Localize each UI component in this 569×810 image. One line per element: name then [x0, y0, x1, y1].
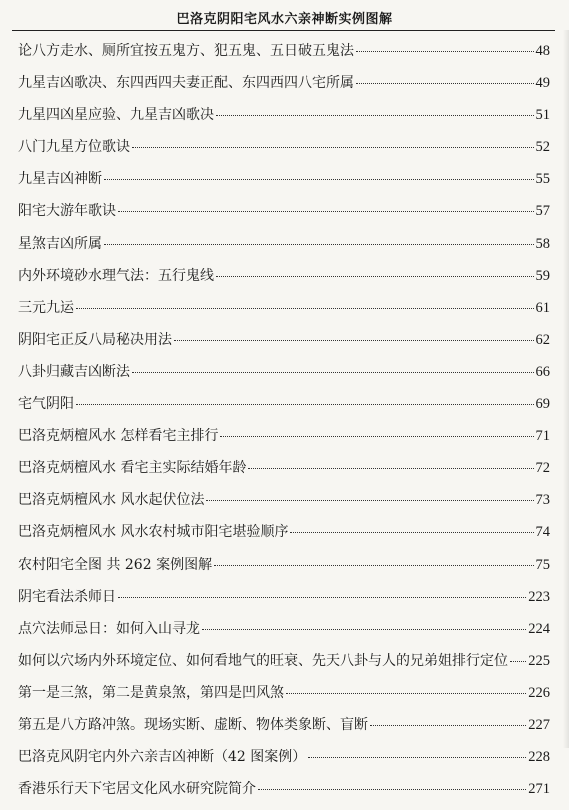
toc-entry: [18, 714, 550, 746]
toc-entry: [18, 457, 550, 489]
toc-entry-page-number: 55: [535, 171, 550, 188]
toc-entry: [18, 682, 550, 714]
dot-leader: [258, 789, 526, 790]
toc-entry-title: 星煞吉凶所属: [18, 235, 102, 252]
toc-entry-title: 巴洛克风阴宅内外六亲吉凶神断（42 图案例）: [18, 749, 307, 766]
toc-entry-title: 香港乐行天下宅居文化风水研究院简介: [18, 781, 256, 798]
toc-entry: [18, 618, 550, 650]
dot-leader: [202, 629, 526, 630]
toc-entry: [18, 746, 550, 778]
toc-entry: [18, 425, 550, 457]
toc-entry-page-number: 49: [535, 75, 550, 92]
toc-entry-page-number: 66: [535, 363, 550, 380]
toc-entry: [18, 136, 550, 168]
dot-leader: [132, 147, 534, 148]
toc-entry-title: 阴宅看法杀师日: [18, 588, 116, 605]
toc-entry-page-number: 228: [528, 749, 550, 766]
header-divider: [12, 30, 555, 31]
page-header: 巴洛克阴阳宅风水六亲神断实例图解: [176, 12, 393, 27]
dot-leader: [76, 308, 534, 309]
toc-entry-title: 第五是八方路冲煞。现场实断、虚断、物体类象断、盲断: [18, 716, 368, 733]
toc-entry: [18, 521, 550, 553]
dot-leader: [104, 244, 534, 245]
dot-leader: [214, 565, 533, 566]
toc-entry-title: 宅气阴阳: [18, 396, 74, 413]
toc-entry: [18, 72, 550, 104]
toc-entry-page-number: 62: [535, 331, 550, 348]
toc-entry: [18, 586, 550, 618]
toc-entry-page-number: 58: [535, 235, 550, 252]
toc-entry: [18, 40, 550, 72]
toc-entry-title: 九星四凶星应验、九星吉凶歌决: [18, 107, 214, 124]
toc-entry: [18, 393, 550, 425]
toc-entry: [18, 778, 550, 810]
toc-entry-title: 农村阳宅全图 共 262 案例图解: [18, 556, 213, 573]
dot-leader: [104, 179, 534, 180]
toc-entry-page-number: 223: [528, 588, 550, 605]
dot-leader: [370, 725, 526, 726]
toc-entry-page-number: 74: [535, 524, 550, 541]
toc-entry: [18, 233, 550, 265]
toc-entry-page-number: 224: [528, 620, 550, 637]
toc-entry-page-number: 71: [535, 428, 550, 445]
toc-entry-page-number: 75: [535, 556, 550, 573]
dot-leader: [174, 340, 534, 341]
toc-entry-page-number: 59: [535, 267, 550, 284]
dot-leader: [132, 372, 534, 373]
toc-entry-page-number: 48: [535, 43, 550, 59]
toc-entry-title: 巴洛克炳檀风水 风水起伏位法: [18, 492, 205, 509]
toc-entry-title: 巴洛克炳檀风水 看宅主实际结婚年龄: [18, 460, 247, 477]
toc-entry-title: 阴阳宅正反八局秘决用法: [18, 331, 172, 348]
toc-entry-title: 九星吉凶神断: [18, 171, 102, 188]
toc-entry-title: 八门九星方位歌诀: [18, 139, 130, 156]
page-edge-shadow: [563, 30, 569, 748]
toc-entry-title: 点穴法师忌日：如何入山寻龙: [18, 620, 200, 637]
toc-entry: [18, 200, 550, 232]
toc-entry-page-number: 57: [535, 203, 550, 220]
toc-entry-page-number: 69: [535, 396, 550, 413]
toc-entry-page-number: 61: [535, 299, 550, 316]
dot-leader: [356, 51, 534, 52]
toc-entry-page-number: 271: [528, 781, 550, 798]
dot-leader: [290, 532, 533, 533]
toc-entry-title: 论八方走水、厕所宜按五鬼方、犯五鬼、五日破五鬼法: [18, 43, 354, 59]
toc-entry: [18, 329, 550, 361]
toc-entry-page-number: 225: [528, 652, 550, 669]
toc-entry-title: 巴洛克炳檀风水 风水农村城市阳宅堪验顺序: [18, 524, 289, 541]
dot-leader: [118, 597, 526, 598]
dot-leader: [248, 468, 533, 469]
dot-leader: [286, 693, 526, 694]
toc-entry-title: 三元九运: [18, 299, 74, 316]
toc-entry-title: 阳宅大游年歌诀: [18, 203, 116, 220]
dot-leader: [510, 661, 526, 662]
toc-entry-page-number: 227: [528, 716, 550, 733]
dot-leader: [216, 115, 534, 116]
toc-entry-page-number: 52: [535, 139, 550, 156]
toc-entry: [18, 361, 550, 393]
toc-entry: [18, 265, 550, 297]
dot-leader: [220, 436, 533, 437]
dot-leader: [206, 500, 533, 501]
dot-leader: [76, 404, 534, 405]
toc-entry-page-number: 226: [528, 684, 550, 701]
toc-entry-title: 内外环境砂水理气法：五行鬼线: [18, 267, 214, 284]
dot-leader: [216, 276, 534, 277]
toc-entry: [18, 168, 550, 200]
dot-leader: [308, 757, 526, 758]
toc-entry: [18, 650, 550, 682]
toc-entry-page-number: 73: [535, 492, 550, 509]
toc-entry-page-number: 72: [535, 460, 550, 477]
toc-entry-title: 第一是三煞，第二是黄泉煞，第四是凹风煞: [18, 684, 284, 701]
toc-entry: [18, 104, 550, 136]
toc-entry-title: 如何以穴场内外环境定位、如何看地气的旺衰、先天八卦与人的兄弟姐排行定位: [18, 652, 508, 669]
toc-entry: [18, 297, 550, 329]
table-of-contents: [18, 40, 550, 810]
dot-leader: [356, 83, 534, 84]
toc-entry: [18, 489, 550, 521]
dot-leader: [118, 211, 534, 212]
toc-entry-title: 九星吉凶歌决、东四西四夫妻正配、东四西四八宅所属: [18, 75, 354, 92]
toc-entry-page-number: 51: [535, 107, 550, 124]
toc-entry: [18, 554, 550, 586]
toc-entry-title: 八卦归藏吉凶断法: [18, 363, 130, 380]
toc-entry-title: 巴洛克炳檀风水 怎样看宅主排行: [18, 428, 219, 445]
